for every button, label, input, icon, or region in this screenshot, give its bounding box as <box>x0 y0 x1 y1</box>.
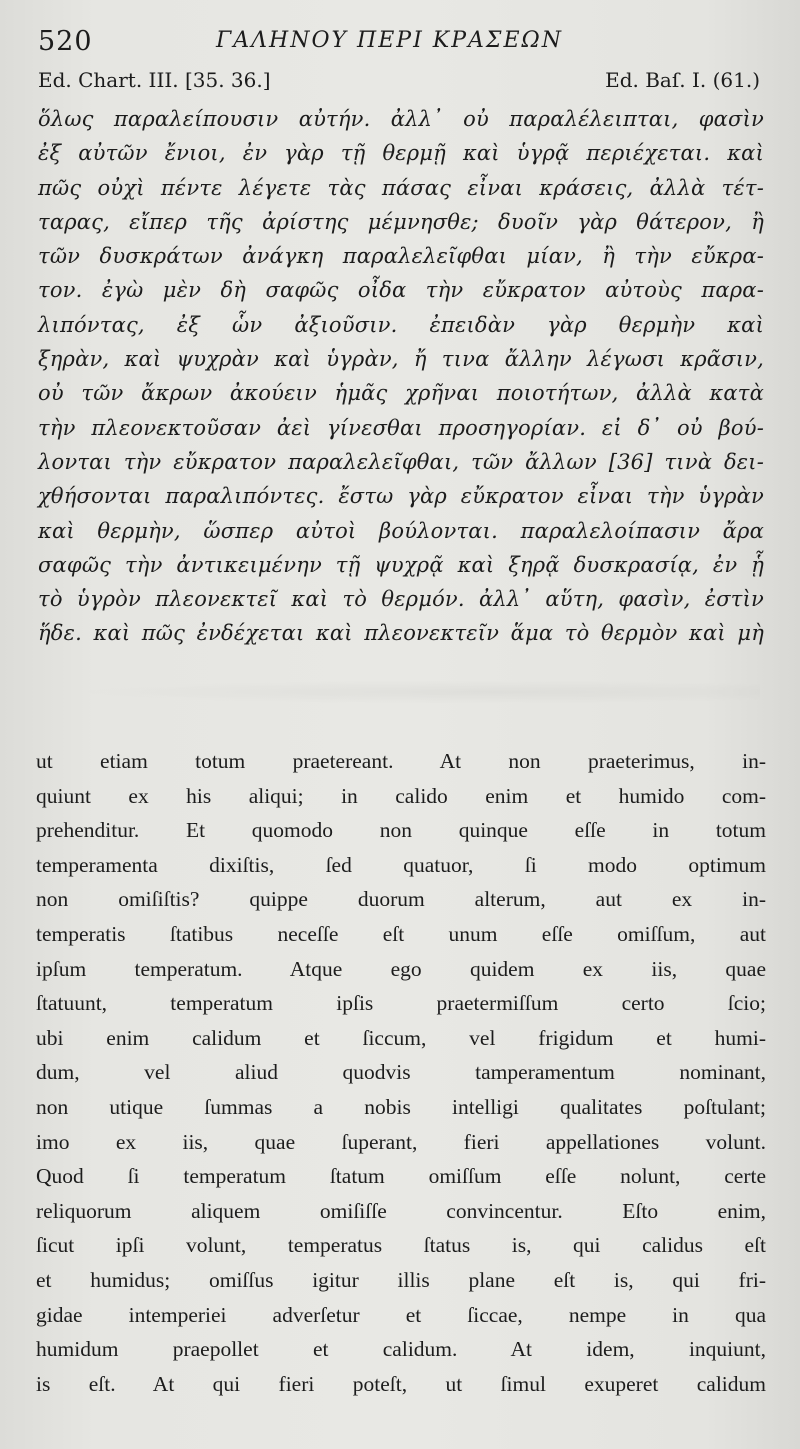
latin-line: non omiſiſtis? quippe duorum alterum, aut ex in- <box>36 887 766 912</box>
latin-line: quiunt ex his aliqui; in calido enim et humido com- <box>36 783 766 808</box>
greek-line: τῶν δυσκράτων ἀνάγκη παραλελεῖφθαι μίαν, ἢ τὴν εὔκρα- <box>38 244 764 269</box>
latin-line: et humidus; omiſſus igitur illis plane eſt is, qui fri- <box>36 1267 766 1292</box>
greek-line: τον. ἐγὼ μὲν δὴ σαφῶς οἶδα τὴν εὔκρατον αὐτοὺς παρα- <box>38 278 764 303</box>
latin-line: ubi enim calidum et ſiccum, vel frigidum et humi- <box>36 1025 766 1050</box>
greek-line: τὴν πλεονεκτοῦσαν ἀεὶ γίνεσθαι προσηγορίαν. εἰ δ᾿ οὐ βού- <box>38 415 764 440</box>
latin-line: humidum praepollet et calidum. At idem, inquiunt, <box>36 1337 766 1362</box>
page-number: 520 <box>38 26 93 57</box>
greek-line: λονται τὴν εὔκρατον παραλελεῖφθαι, τῶν ἄλλων [36] τινὰ δει- <box>38 449 764 474</box>
edition-left: Ed. Chart. III. [35. 36.] <box>38 68 271 92</box>
latin-line: imo ex iis, quae ſuperant, fieri appellationes volunt. <box>36 1129 766 1154</box>
greek-line: τὸ ὑγρὸν πλεονεκτεῖ καὶ τὸ θερμόν. ἀλλ᾿ αὕτη, φασὶν, ἐστὶν <box>38 587 764 612</box>
latin-line: is eſt. At qui fieri poteſt, ut ſimul exuperet calidum <box>36 1371 766 1396</box>
latin-line: ſicut ipſi volunt, temperatus ſtatus is, qui calidus eſt <box>36 1233 766 1258</box>
latin-line: reliquorum aliquem omiſiſſe convincentur. Eſto enim, <box>36 1198 766 1223</box>
latin-text-block <box>36 744 766 1401</box>
greek-line: ἐξ αὐτῶν ἔνιοι, ἐν γὰρ τῇ θερμῇ καὶ ὑγρᾷ περιέχεται. καὶ <box>38 141 764 166</box>
latin-line: Quod ſi temperatum ſtatum omiſſum eſſe nolunt, certe <box>36 1164 766 1189</box>
greek-line: ἥδε. καὶ πῶς ἐνδέχεται καὶ πλεονεκτεῖν ἅμα τὸ θερμὸν καὶ μὴ <box>38 621 764 646</box>
latin-line: gidae intemperiei adverſetur et ſiccae, nempe in qua <box>36 1302 766 1327</box>
edition-references <box>38 68 760 96</box>
edition-right: Ed. Baſ. I. (61.) <box>605 68 760 92</box>
latin-line: ſtatuunt, temperatum ipſis praetermiſſum certo ſcio; <box>36 991 766 1016</box>
greek-line: λιπόντας, ἐξ ὧν ἀξιοῦσιν. ἐπειδὰν γὰρ θερμὴν καὶ <box>38 312 764 337</box>
latin-line: ut etiam totum praetereant. At non praeterimus, in- <box>36 749 766 773</box>
greek-line: ξηρὰν, καὶ ψυχρὰν καὶ ὑγρὰν, ἤ τινα ἄλλην λέγωσι κρᾶσιν, <box>38 347 764 372</box>
greek-line: χθήσονται παραλιπόντες. ἔστω γὰρ εὔκρατον εἶναι τὴν ὑγρὰν <box>38 484 764 509</box>
latin-line: non utique ſummas a nobis intelligi qualitates poſtulant; <box>36 1094 766 1119</box>
latin-line: temperatis ſtatibus neceſſe eſt unum eſſe omiſſum, aut <box>36 921 766 946</box>
latin-line: temperamenta dixiſtis, ſed quatuor, ſi modo optimum <box>36 852 766 877</box>
latin-line: prehenditur. Et quomodo non quinque eſſe in totum <box>36 818 766 843</box>
greek-line: ταρας, εἴπερ τῆς ἀρίστης μέμνησθε; δυοῖν γὰρ θάτερον, ἢ <box>38 209 764 234</box>
latin-line: dum, vel aliud quodvis tamperamentum nominant, <box>36 1060 766 1085</box>
greek-line: σαφῶς τὴν ἀντικειμένην τῇ ψυχρᾷ καὶ ξηρᾷ δυσκρασίᾳ, ἐν ᾗ <box>38 552 764 577</box>
greek-text-block <box>38 102 764 651</box>
greek-line: ὅλως παραλείπουσιν αὐτήν. ἀλλ᾿ οὐ παραλέλειπται, φασὶν <box>38 107 764 131</box>
running-title: ΓΑΛΗΝΟΥ ΠΕΡΙ ΚΡΑΣΕΩΝ <box>216 28 563 53</box>
greek-line: πῶς οὐχὶ πέντε λέγετε τὰς πάσας εἶναι κράσεις, ἀλλὰ τέτ- <box>38 175 764 200</box>
page-header <box>38 22 770 56</box>
latin-line: ipſum temperatum. Atque ego quidem ex iis, quae <box>36 956 766 981</box>
greek-line: οὐ τῶν ἄκρων ἀκούειν ἡμᾶς χρῆναι ποιοτήτων, ἀλλὰ κατὰ <box>38 381 764 406</box>
show-through-smudge <box>60 680 760 704</box>
greek-line: καὶ θερμὴν, ὥσπερ αὐτοὶ βούλονται. παραλελοίπασιν ἄρα <box>38 518 764 543</box>
